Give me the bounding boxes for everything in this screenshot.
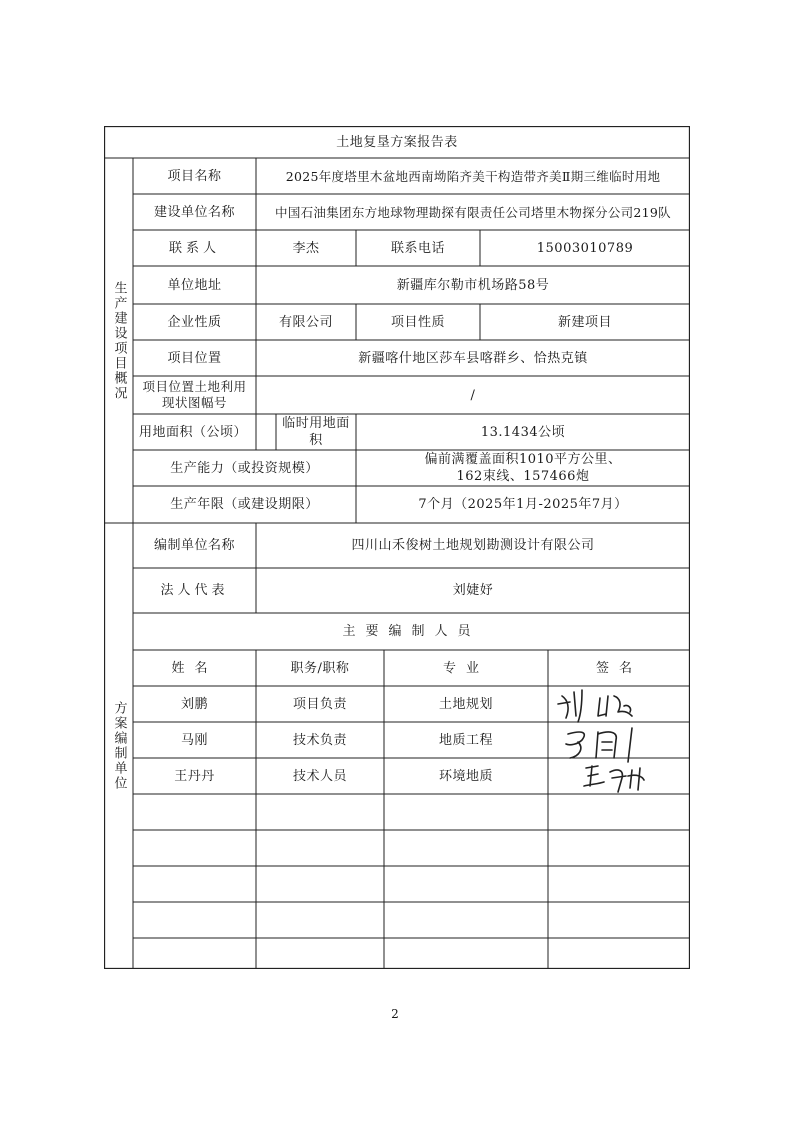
staff-role: 项目负责 [292,696,347,712]
staff-title: 主要编制人员 [342,624,481,639]
builder-value: 中国石油集团东方地球物理勘探有限责任公司塔里木物探分公司219队 [275,204,671,220]
staff-name: 马刚 [180,732,208,748]
contact-label: 联系人 [168,240,220,256]
phone-label: 联系电话 [390,240,445,256]
enterprise-nature-value: 有限公司 [278,314,333,330]
project-name-label: 项目名称 [167,168,222,184]
compiler-unit-label: 编制单位名称 [153,538,235,553]
section-production-label: 生产建设项目概况 [111,280,127,401]
builder-label: 建设单位名称 [153,204,235,220]
map-sheet-value: / [470,387,476,403]
header-major: 专业 [442,660,489,676]
map-sheet-label-line1: 项目位置土地利用 [142,379,247,394]
header-signature: 签名 [595,660,642,676]
map-sheet-label [133,376,256,414]
capacity-label: 生产能力（或投资规模） [170,460,319,476]
location-value: 新疆喀什地区莎车县喀群乡、恰热克镇 [358,350,588,366]
enterprise-nature-label: 企业性质 [167,314,222,330]
temp-area-value: 13.1434公顷 [480,424,566,440]
staff-role: 技术负责 [292,732,347,748]
handwritten-signatures [548,682,690,798]
staff-name: 刘鹏 [180,696,208,712]
phone-value: 15003010789 [536,240,634,256]
area-label: 用地面积（公顷） [139,424,248,440]
project-name-value: 2025年度塔里木盆地西南坳陷齐美干构造带齐美Ⅱ期三维临时用地 [285,168,661,184]
map-sheet-label-line2: 现状图幅号 [161,395,227,410]
header-name: 姓名 [171,660,218,676]
form-title: 土地复垦方案报告表 [336,134,458,150]
period-label: 生产年限（或建设期限） [170,497,319,512]
address-label: 单位地址 [167,277,222,293]
capacity-value-line2: 162束线、157466炮 [456,469,590,484]
temp-area-label: 临时用地面积 [282,416,350,448]
staff-major: 土地规划 [438,696,493,712]
staff-name: 王丹丹 [174,768,215,784]
project-nature-label: 项目性质 [390,314,445,330]
section-compiler [104,523,133,969]
period-value: 7个月（2025年1月-2025年7月） [418,497,628,512]
header-role: 职务/职称 [290,660,350,676]
compiler-unit-value: 四川山禾俊树土地规划勘测设计有限公司 [351,538,595,553]
page-number: 2 [391,1007,399,1021]
location-label: 项目位置 [167,350,222,366]
report-form [104,126,690,969]
legal-rep-value: 刘婕妤 [452,583,494,598]
staff-major: 地质工程 [438,732,493,748]
capacity-value-line1: 偏前满覆盖面积1010平方公里、 [424,452,622,467]
staff-role: 技术人员 [292,768,347,784]
legal-rep-label: 法人代表 [160,583,229,598]
contact-value: 李杰 [292,240,320,256]
address-value: 新疆库尔勒市机场路58号 [396,277,550,293]
staff-major: 环境地质 [438,768,493,784]
project-nature-value: 新建项目 [557,314,612,330]
section-production [104,158,133,523]
section-compiler-label: 方案编制单位 [111,701,127,791]
capacity-value [356,450,690,486]
